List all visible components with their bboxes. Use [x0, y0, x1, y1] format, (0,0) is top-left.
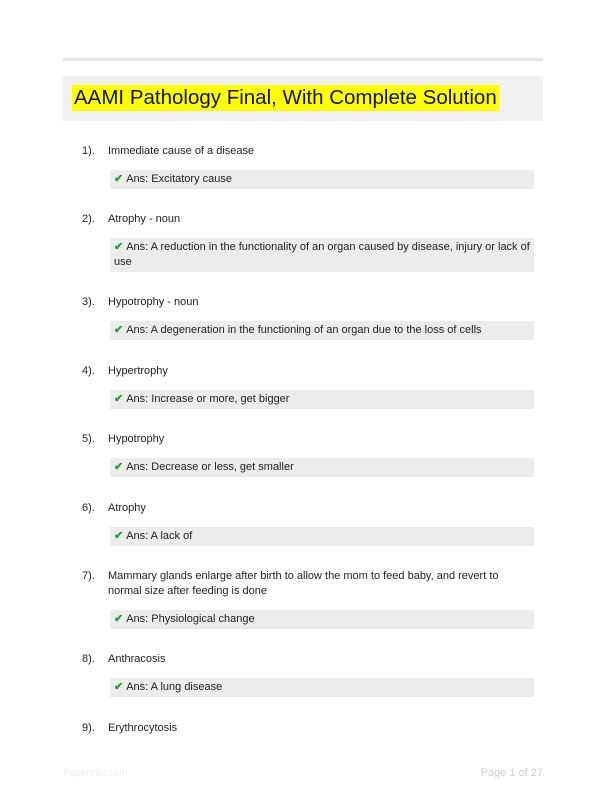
- question-text: Anthracosis: [108, 653, 166, 665]
- question-number: 9).: [82, 722, 95, 734]
- question-text: Immediate cause of a disease: [108, 145, 255, 157]
- answer-text: Ans: Excitatory cause: [126, 173, 232, 185]
- check-icon: ✔: [114, 681, 124, 693]
- question-text: Erythrocytosis: [108, 722, 178, 734]
- title-banner: [63, 76, 543, 121]
- answer-box: [110, 610, 534, 629]
- question-text: Mammary glands enlarge after birth to allow the mom to feed baby, and revert to normal size after feeding is done: [108, 570, 499, 597]
- answer-text: Ans: A reduction in the functionality of an organ caused by disease, injury or lack of use: [114, 241, 530, 268]
- answer-box: [110, 458, 534, 477]
- page-number: Page 1 of 27: [480, 767, 543, 779]
- question-text: Atrophy - noun: [108, 213, 181, 225]
- footer-watermark: Papertrtic.com: [63, 768, 128, 779]
- question-number: 3).: [82, 296, 95, 308]
- answer-text: Ans: A lack of: [126, 530, 193, 542]
- answer-box: [110, 390, 534, 409]
- question-number: 7).: [82, 570, 95, 582]
- answer-box: [110, 321, 534, 340]
- answer-text: Ans: Increase or more, get bigger: [126, 393, 290, 405]
- check-icon: ✔: [114, 613, 124, 625]
- answer-box: [110, 678, 534, 697]
- check-icon: ✔: [114, 173, 124, 185]
- question-number: 5).: [82, 433, 95, 445]
- top-divider: [63, 58, 543, 61]
- question-number: 2).: [82, 213, 95, 225]
- answer-box: [110, 170, 534, 189]
- check-icon: ✔: [114, 461, 124, 473]
- answer-box: [110, 238, 534, 272]
- check-icon: ✔: [114, 530, 124, 542]
- answer-text: Ans: A lung disease: [126, 681, 223, 693]
- question-text: Hypotrophy: [108, 433, 165, 445]
- answer-text: Ans: Decrease or less, get smaller: [126, 461, 294, 473]
- question-number: 1).: [82, 145, 95, 157]
- check-icon: ✔: [114, 241, 124, 253]
- question-number: 8).: [82, 653, 95, 665]
- check-icon: ✔: [114, 324, 124, 336]
- page-title: AAMI Pathology Final, With Complete Solution: [74, 86, 497, 109]
- check-icon: ✔: [114, 393, 124, 405]
- answer-box: [110, 527, 534, 546]
- answer-text: Ans: A degeneration in the functioning of an organ due to the loss of cells: [126, 324, 482, 336]
- question-text: Hypertrophy: [108, 365, 168, 377]
- question-number: 4).: [82, 365, 95, 377]
- question-text: Hypotrophy - noun: [108, 296, 199, 308]
- question-text: Atrophy: [108, 502, 146, 514]
- answer-text: Ans: Physiological change: [126, 613, 255, 625]
- question-number: 6).: [82, 502, 95, 514]
